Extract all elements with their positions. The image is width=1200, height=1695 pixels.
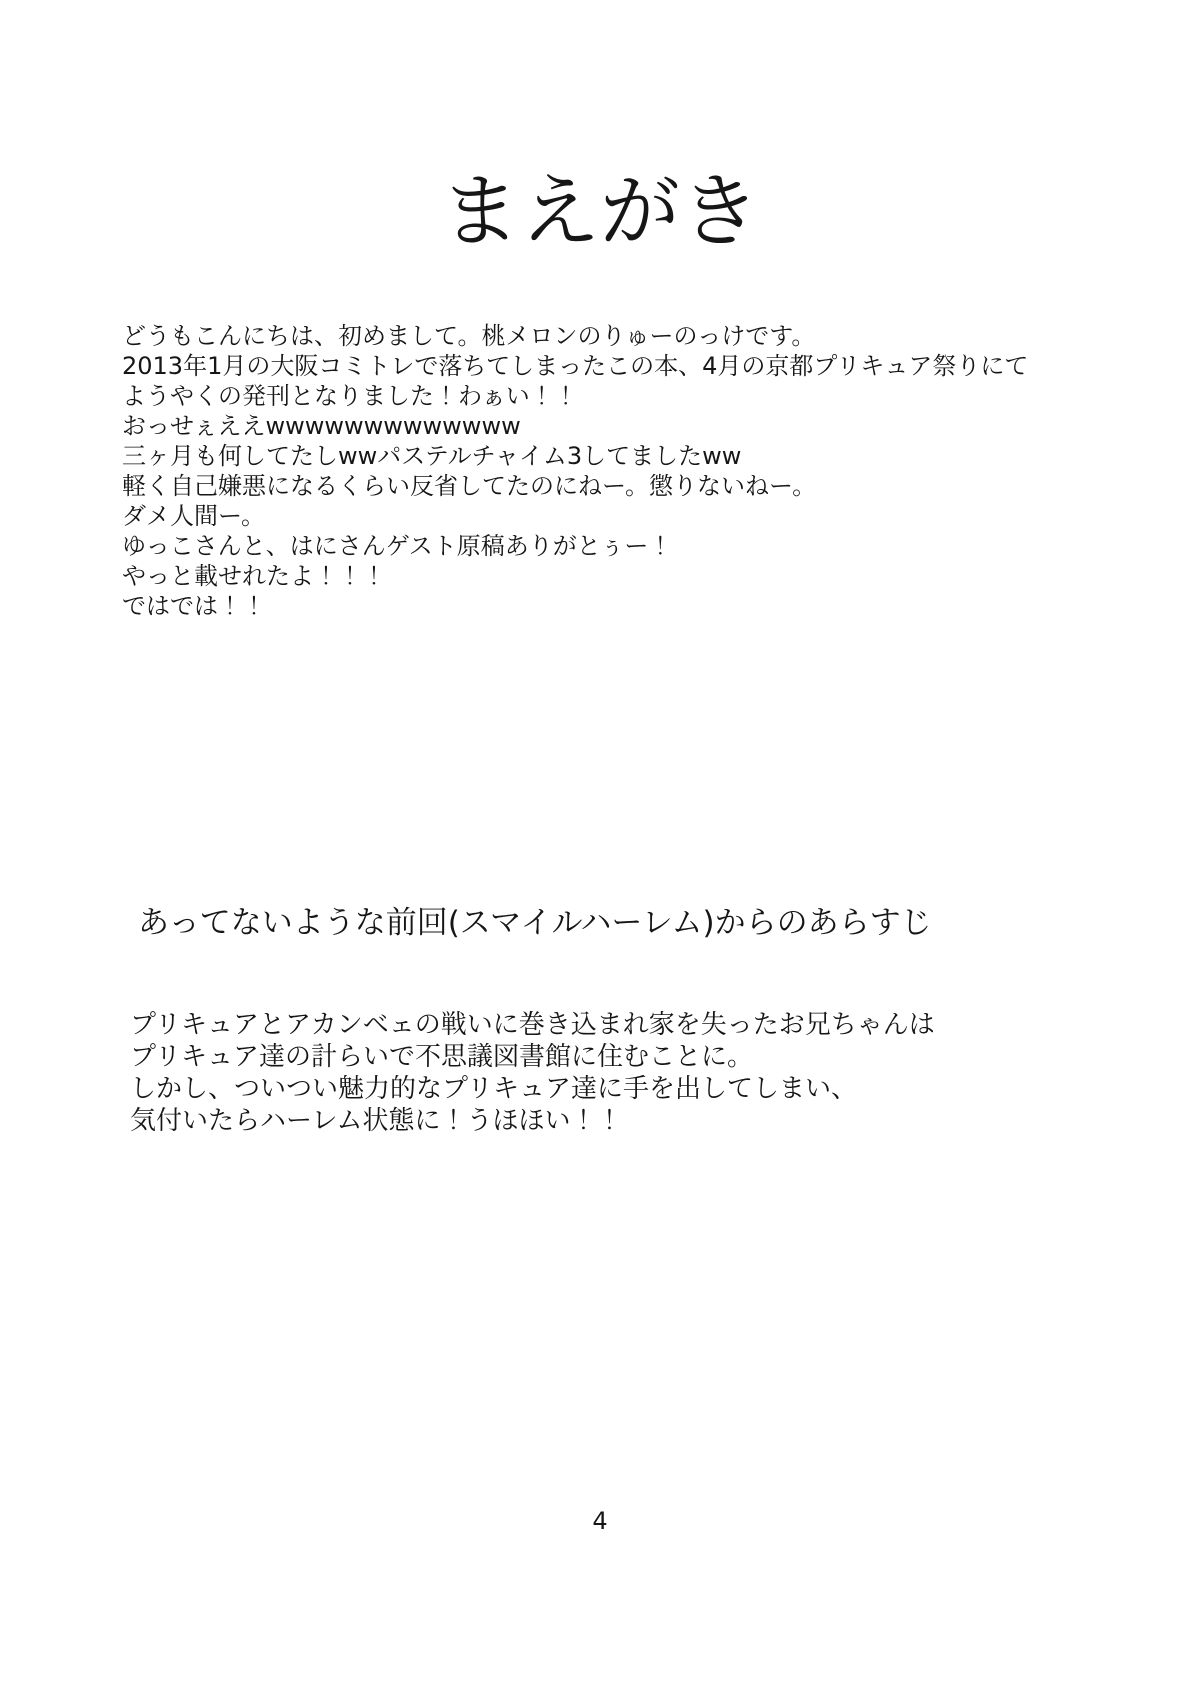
synopsis-line: プリキュア達の計らいで不思議図書館に住むことに。 [130,1042,753,1072]
foreword-line: 三ヶ月も何してたしwwパステルチャイム3してましたww [122,442,742,470]
foreword-line: ようやくの発刊となりました！わぁい！！ [122,382,578,410]
synopsis-heading: あってないような前回(スマイルハーレム)からのあらすじ [138,905,932,941]
synopsis-line: しかし、ついつい魅力的なプリキュア達に手を出してしまい、 [130,1074,857,1104]
foreword-paragraph [122,321,1028,621]
synopsis-line: プリキュアとアカンベェの戦いに巻き込まれ家を失ったお兄ちゃんは [130,1010,935,1040]
foreword-line: ではでは！！ [122,592,266,620]
foreword-line: ダメ人間ー。 [122,502,266,530]
foreword-line: やっと載せれたよ！！！ [122,562,386,590]
page-title: まえがき [440,164,760,258]
page-number: 4 [592,1507,608,1535]
synopsis-line: 気付いたらハーレム状態に！うほほい！！ [130,1106,623,1136]
foreword-line: 2013年1月の大阪コミトレで落ちてしまったこの本、4月の京都プリキュア祭りにて [122,352,1029,380]
foreword-line: 軽く自己嫌悪になるくらい反省してたのにねー。懲りないねー。 [122,472,817,500]
foreword-line: どうもこんにちは、初めまして。桃メロンのりゅーのっけです。 [122,322,816,350]
foreword-line: おっせぇええwwwwwwwwwwwww [122,412,521,440]
foreword-line: ゆっこさんと、はにさんゲスト原稿ありがとぅー！ [122,532,673,560]
synopsis-paragraph [130,1009,935,1137]
